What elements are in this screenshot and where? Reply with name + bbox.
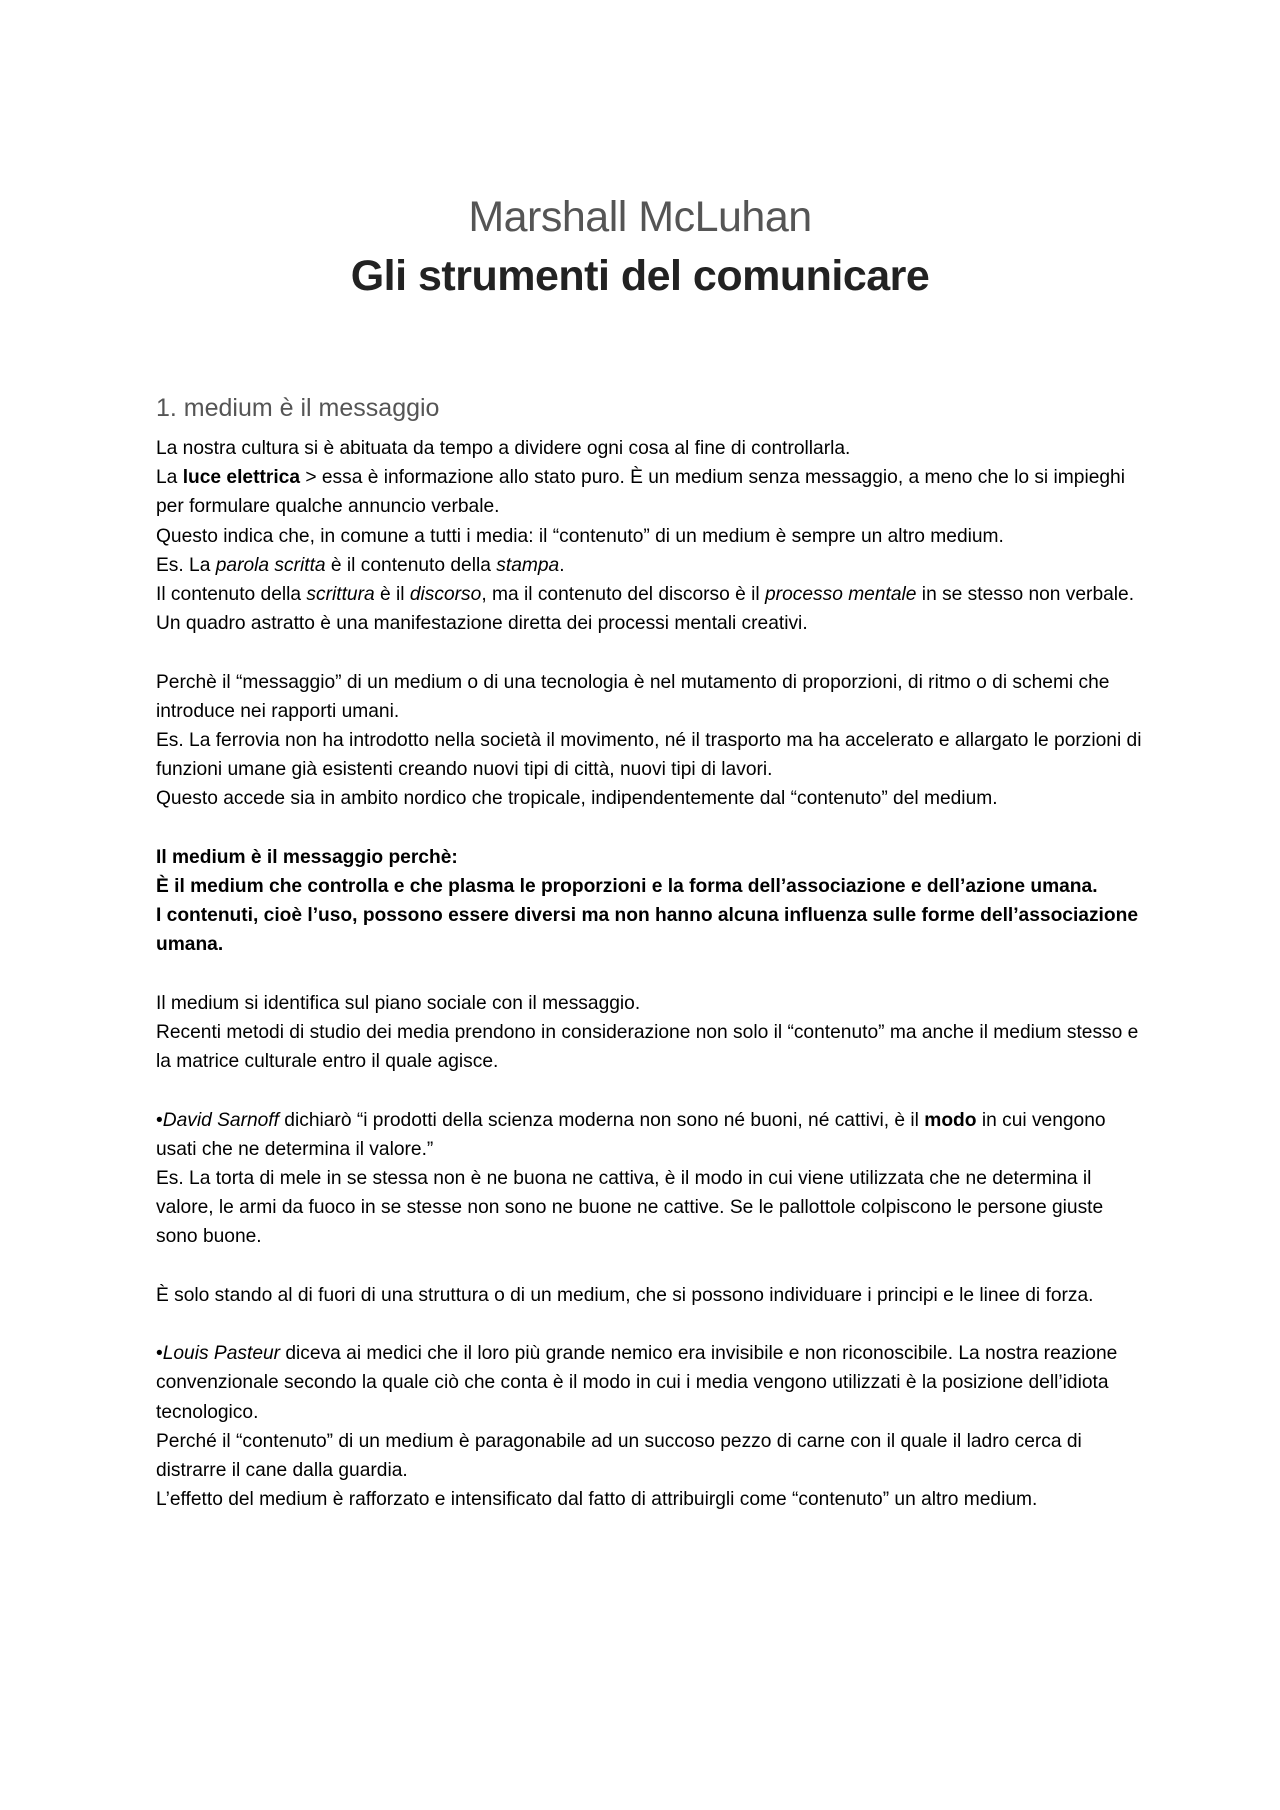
text-line: Il contenuto della scrittura è il discorso, ma il contenuto del discorso è il processo mentale in se stesso non verbale. — [156, 584, 1135, 606]
text-line: I contenuti, cioè l’uso, possono essere diversi ma non hanno alcuna influenza sulle forme dell’associazione umana. — [156, 905, 1139, 956]
text-line: La luce elettrica > essa è informazione allo stato puro. È un medium senza messaggio, a meno che lo si impieghi per formulare qualche annuncio verbale. — [156, 467, 1125, 518]
section-heading: 1. medium è il messaggio — [156, 394, 440, 422]
emphasis-italic: discorso — [409, 584, 482, 606]
text-line: •Louis Pasteur diceva ai medici che il loro più grande nemico era invisibile e non riconoscibile. La nostra reazione convenzionale secondo la quale ciò che conta è il modo in cui i media vengono utilizzati è la posizione dell’idiota tecnologico. — [156, 1343, 1118, 1423]
text-line: Perchè il “messaggio” di un medium o di una tecnologia è nel mutamento di proporzioni, di ritmo o di schemi che introduce nei rapporti umani. — [156, 671, 1110, 722]
emphasis-italic: processo mentale — [765, 584, 917, 606]
text-line: La nostra cultura si è abituata da tempo a dividere ogni cosa al fine di controllarla. — [156, 438, 851, 459]
emphasis-italic: scrittura — [306, 584, 375, 606]
text-line: Questo accede sia in ambito nordico che tropicale, indipendentemente dal “contenuto” del medium. — [156, 788, 998, 810]
text-line: Recenti metodi di studio dei media prendono in considerazione non solo il “contenuto” ma anche il medium stesso e la matrice culturale entro il quale agisce. — [156, 1022, 1139, 1073]
paragraph-structure — [156, 1281, 1146, 1310]
paragraph-sarnoff — [156, 1106, 1146, 1252]
document-body — [156, 390, 1146, 1514]
paragraph-key-statement — [156, 843, 1146, 960]
text-line: L’effetto del medium è rafforzato e intensificato dal fatto di attribuirgli come “contenuto” un altro medium. — [156, 1489, 1038, 1511]
emphasis-bold: luce elettrica — [182, 467, 301, 489]
paragraph-medium-content — [156, 434, 1146, 638]
text-line: Questo indica che, in comune a tutti i media: il “contenuto” di un medium è sempre un altro medium. — [156, 525, 1004, 547]
author-name: Marshall McLuhan — [468, 193, 812, 241]
text-line: •David Sarnoff dichiarò “i prodotti della scienza moderna non sono né buoni, né cattivi, è il modo in cui vengono usati che ne determina il valore.” — [156, 1109, 1106, 1160]
bullet: • — [156, 1109, 163, 1131]
bullet: • — [156, 1343, 163, 1365]
document-header — [0, 190, 1280, 304]
text-line: Es. La torta di mele in se stessa non è ne buona ne cattiva, è il modo in cui viene utilizzata che ne determina il valore, le armi da fuoco in se stesse non sono ne buone ne cattive. Se le pallottole colpiscono le persone giuste sono buone. — [156, 1168, 1104, 1248]
document-title: Gli strumenti del comunicare — [350, 252, 930, 300]
emphasis-italic: David Sarnoff — [162, 1109, 279, 1131]
emphasis-italic: parola scritta — [215, 554, 326, 576]
text-line: Il medium si identifica sul piano sociale con il messaggio. — [156, 992, 641, 1014]
text-line: Es. La ferrovia non ha introdotto nella società il movimento, né il trasporto ma ha accelerato e allargato le porzioni di funzioni umane già esistenti creando nuovi tipi di città, nuovi tipi di lavori. — [156, 730, 1142, 781]
emphasis-italic: Louis Pasteur — [162, 1343, 281, 1365]
text-line: Il medium è il messaggio perchè: — [156, 846, 458, 868]
paragraph-social-plane — [156, 989, 1146, 1077]
paragraph-pasteur — [156, 1339, 1146, 1514]
text-line: Perché il “contenuto” di un medium è paragonabile ad un succoso pezzo di carne con il quale il ladro cerca di distrarre il cane dalla guardia. — [156, 1430, 1082, 1482]
emphasis-bold: modo — [924, 1109, 977, 1131]
emphasis-italic: stampa — [496, 554, 560, 576]
text-line: Un quadro astratto è una manifestazione diretta dei processi mentali creativi. — [156, 613, 808, 635]
text-line: È il medium che controlla e che plasma le proporzioni e la forma dell’associazione e dell’azione umana. — [156, 876, 1098, 898]
text-line: È solo stando al di fuori di una struttura o di un medium, che si possono individuare i principi e le linee di forza. — [156, 1284, 1094, 1306]
text-line: Es. La parola scritta è il contenuto della stampa. — [156, 554, 565, 576]
paragraph-message — [156, 668, 1146, 814]
